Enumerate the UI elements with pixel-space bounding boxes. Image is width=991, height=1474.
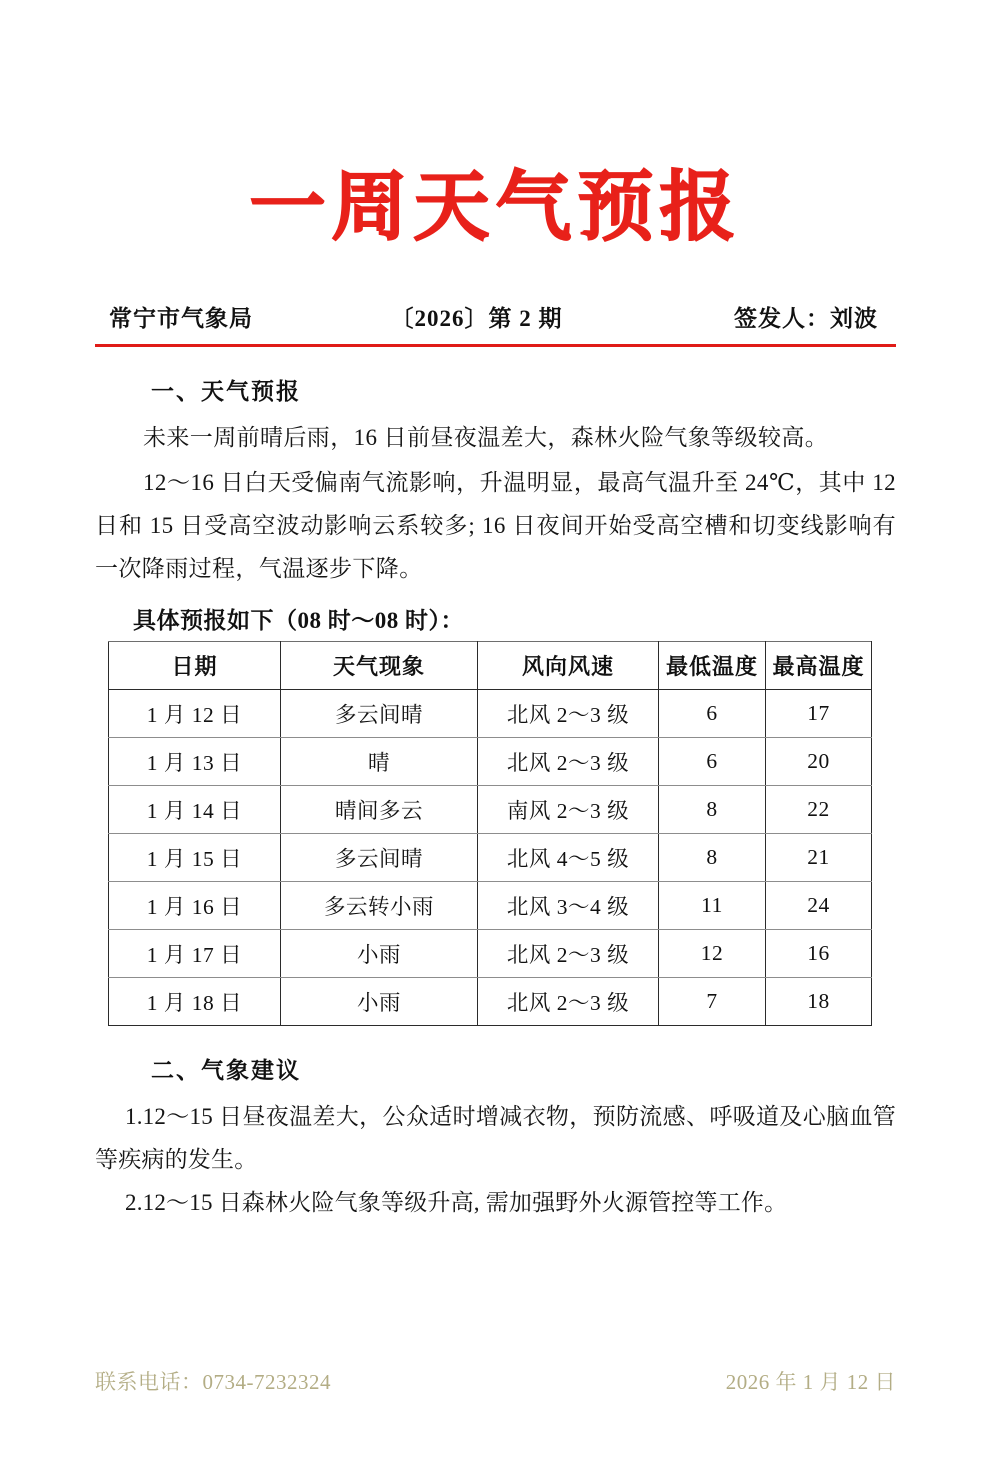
table-row	[109, 929, 872, 977]
cell-low-temp: 8	[659, 785, 766, 833]
cell-low-temp: 6	[659, 689, 766, 737]
signer: 签发人：刘波	[734, 305, 878, 331]
cell-condition: 多云转小雨	[281, 881, 478, 929]
cell-wind: 北风 3～4 级	[478, 881, 659, 929]
page-title: 一周天气预报	[249, 165, 742, 250]
cell-condition: 小雨	[281, 977, 478, 1025]
cell-high-temp: 24	[766, 881, 872, 929]
section-heading-advice: 二、气象建议	[151, 1056, 301, 1083]
cell-high-temp: 16	[766, 929, 872, 977]
cell-low-temp: 8	[659, 833, 766, 881]
cell-high-temp: 17	[766, 689, 872, 737]
cell-low-temp: 12	[659, 929, 766, 977]
cell-wind: 北风 2～3 级	[478, 689, 659, 737]
cell-high-temp: 18	[766, 977, 872, 1025]
table-row	[109, 737, 872, 785]
cell-condition: 晴间多云	[281, 785, 478, 833]
table-caption: 具体预报如下（08 时～08 时）：	[133, 607, 464, 633]
cell-date: 1 月 13 日	[109, 737, 281, 785]
cell-date: 1 月 18 日	[109, 977, 281, 1025]
forecast-paragraph-1: 未来一周前晴后雨，16 日前昼夜温差大，森林火险气象等级较高。	[143, 424, 829, 450]
cell-low-temp: 6	[659, 737, 766, 785]
section-heading-forecast: 一、天气预报	[151, 377, 301, 404]
document-footer	[95, 1366, 896, 1396]
column-header-date: 日期	[109, 641, 281, 689]
contact-phone: 联系电话：0734-7232324	[95, 1370, 331, 1394]
table-row	[109, 881, 872, 929]
cell-low-temp: 7	[659, 977, 766, 1025]
cell-wind: 北风 4～5 级	[478, 833, 659, 881]
column-header-condition: 天气现象	[281, 641, 478, 689]
masthead	[95, 0, 896, 248]
forecast-paragraph-2: 12～16 日白天受偏南气流影响，升温明显，最高气温升至 24℃，其中 12 日和 15 日受高空波动影响云系较多; 16 日夜间开始受高空槽和切变线影响有一次降雨过程，气温逐步下降。	[95, 469, 896, 581]
cell-wind: 北风 2～3 级	[478, 737, 659, 785]
table-row	[109, 833, 872, 881]
cell-high-temp: 22	[766, 785, 872, 833]
issuing-organization: 常宁市气象局	[109, 305, 253, 331]
table-row	[109, 977, 872, 1025]
table-row	[109, 785, 872, 833]
table-row	[109, 689, 872, 737]
column-header-high-temp: 最高温度	[766, 641, 872, 689]
red-divider	[95, 344, 896, 347]
advice-item-1: 1.12～15 日昼夜温差大，公众适时增减衣物，预防流感、呼吸道及心脑血管等疾病的发生。	[95, 1103, 896, 1172]
issue-number: 〔2026〕第 2 期	[390, 305, 563, 331]
cell-date: 1 月 12 日	[109, 689, 281, 737]
cell-date: 1 月 17 日	[109, 929, 281, 977]
cell-high-temp: 20	[766, 737, 872, 785]
cell-wind: 南风 2～3 级	[478, 785, 659, 833]
cell-low-temp: 11	[659, 881, 766, 929]
column-header-wind: 风向风速	[478, 641, 659, 689]
forecast-table-body	[109, 689, 872, 1025]
cell-wind: 北风 2～3 级	[478, 929, 659, 977]
cell-date: 1 月 16 日	[109, 881, 281, 929]
cell-condition: 多云间晴	[281, 689, 478, 737]
cell-wind: 北风 2～3 级	[478, 977, 659, 1025]
cell-high-temp: 21	[766, 833, 872, 881]
cell-date: 1 月 14 日	[109, 785, 281, 833]
cell-date: 1 月 15 日	[109, 833, 281, 881]
cell-condition: 多云间晴	[281, 833, 478, 881]
issue-line	[95, 300, 896, 333]
advice-item-2: 2.12～15 日森林火险气象等级升高, 需加强野外火源管控等工作。	[125, 1189, 788, 1215]
footer-date: 2026 年 1 月 12 日	[725, 1370, 896, 1394]
table-header-row	[109, 641, 872, 689]
forecast-table	[108, 641, 872, 1026]
cell-condition: 晴	[281, 737, 478, 785]
cell-condition: 小雨	[281, 929, 478, 977]
column-header-low-temp: 最低温度	[659, 641, 766, 689]
